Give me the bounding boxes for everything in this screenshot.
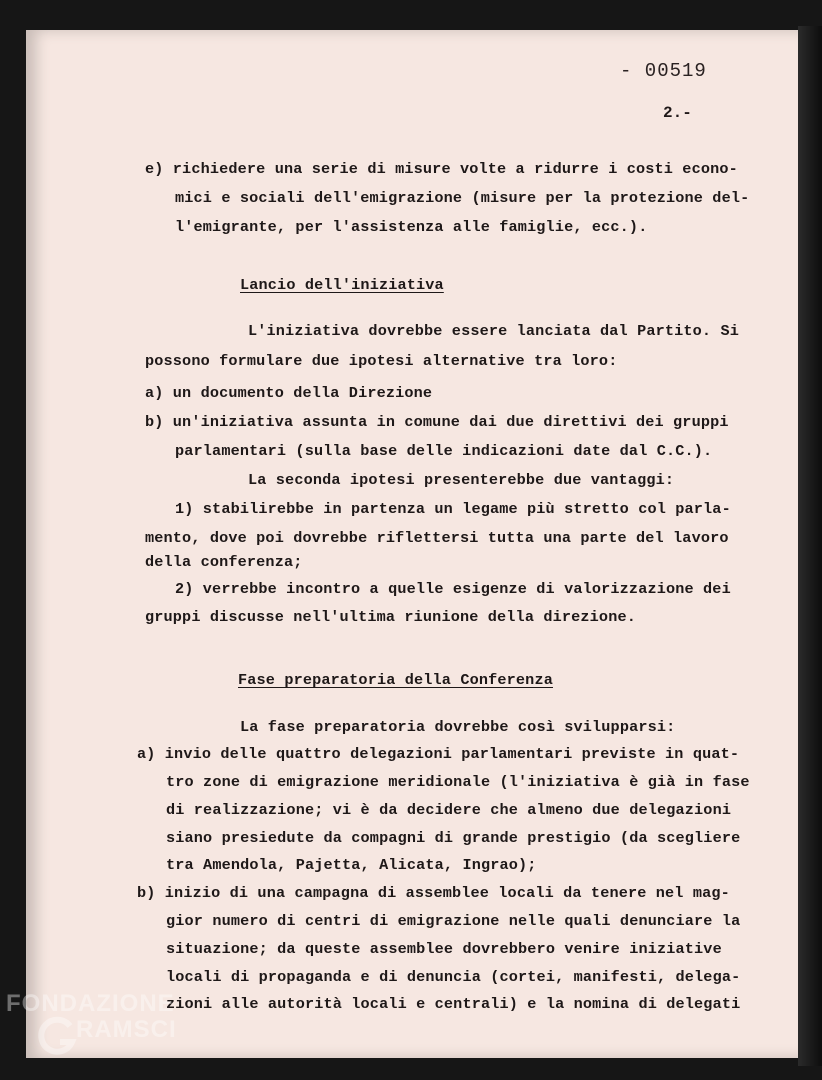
text-line: zioni alle autorità locali e centrali) e la nomina di delegati xyxy=(166,995,741,1013)
section-heading-fase: Fase preparatoria della Conferenza xyxy=(238,671,553,689)
section-heading-lancio: Lancio dell'iniziativa xyxy=(240,276,444,294)
text-line: L'iniziativa dovrebbe essere lanciata dal Partito. Si xyxy=(248,322,739,340)
text-line: possono formulare due ipotesi alternative tra loro: xyxy=(145,352,618,370)
text-line: gior numero di centri di emigrazione nelle quali denunciare la xyxy=(166,912,741,930)
text-line: a) invio delle quattro delegazioni parlamentari previste in quat- xyxy=(137,745,740,763)
gramsci-g-logo-icon xyxy=(34,1014,78,1058)
text-line: siano presiedute da compagni di grande prestigio (da scegliere xyxy=(166,829,741,847)
text-line: 2) verrebbe incontro a quelle esigenze di valorizzazione dei xyxy=(175,580,731,598)
text-line: a) un documento della Direzione xyxy=(145,384,433,402)
fondazione-gramsci-watermark xyxy=(0,986,210,1056)
watermark-line1: FONDAZIONE xyxy=(6,990,175,1017)
text-line: e) richiedere una serie di misure volte a ridurre i costi econo- xyxy=(145,160,738,178)
text-line: di realizzazione; vi è da decidere che almeno due delegazioni xyxy=(166,801,732,819)
text-line: della conferenza; xyxy=(145,553,303,571)
text-line: La seconda ipotesi presenterebbe due vantaggi: xyxy=(248,471,675,489)
text-line: La fase preparatoria dovrebbe così svilupparsi: xyxy=(240,718,676,736)
document-number: - 00519 xyxy=(620,60,707,82)
text-line: mento, dove poi dovrebbe riflettersi tutta una parte del lavoro xyxy=(145,529,729,547)
text-line: tro zone di emigrazione meridionale (l'iniziativa è già in fase xyxy=(166,773,750,791)
text-line: gruppi discusse nell'ultima riunione della direzione. xyxy=(145,608,636,626)
watermark-line2: RAMSCI xyxy=(76,1016,177,1043)
text-line: l'emigrante, per l'assistenza alle famiglie, ecc.). xyxy=(175,218,648,236)
page-number: 2.- xyxy=(663,104,692,122)
text-line: 1) stabilirebbe in partenza un legame più stretto col parla- xyxy=(175,500,731,518)
text-line: tra Amendola, Pajetta, Alicata, Ingrao); xyxy=(166,856,537,874)
text-line: mici e sociali dell'emigrazione (misure per la protezione del- xyxy=(175,189,750,207)
text-line: parlamentari (sulla base delle indicazioni date dal C.C.). xyxy=(175,442,713,460)
text-line: b) inizio di una campagna di assemblee locali da tenere nel mag- xyxy=(137,884,730,902)
text-line: b) un'iniziativa assunta in comune dai due direttivi dei gruppi xyxy=(145,413,729,431)
scan-border xyxy=(798,26,822,1066)
text-line: locali di propaganda e di denuncia (cortei, manifesti, delega- xyxy=(166,968,741,986)
text-line: situazione; da queste assemblee dovrebbero venire iniziative xyxy=(166,940,722,958)
